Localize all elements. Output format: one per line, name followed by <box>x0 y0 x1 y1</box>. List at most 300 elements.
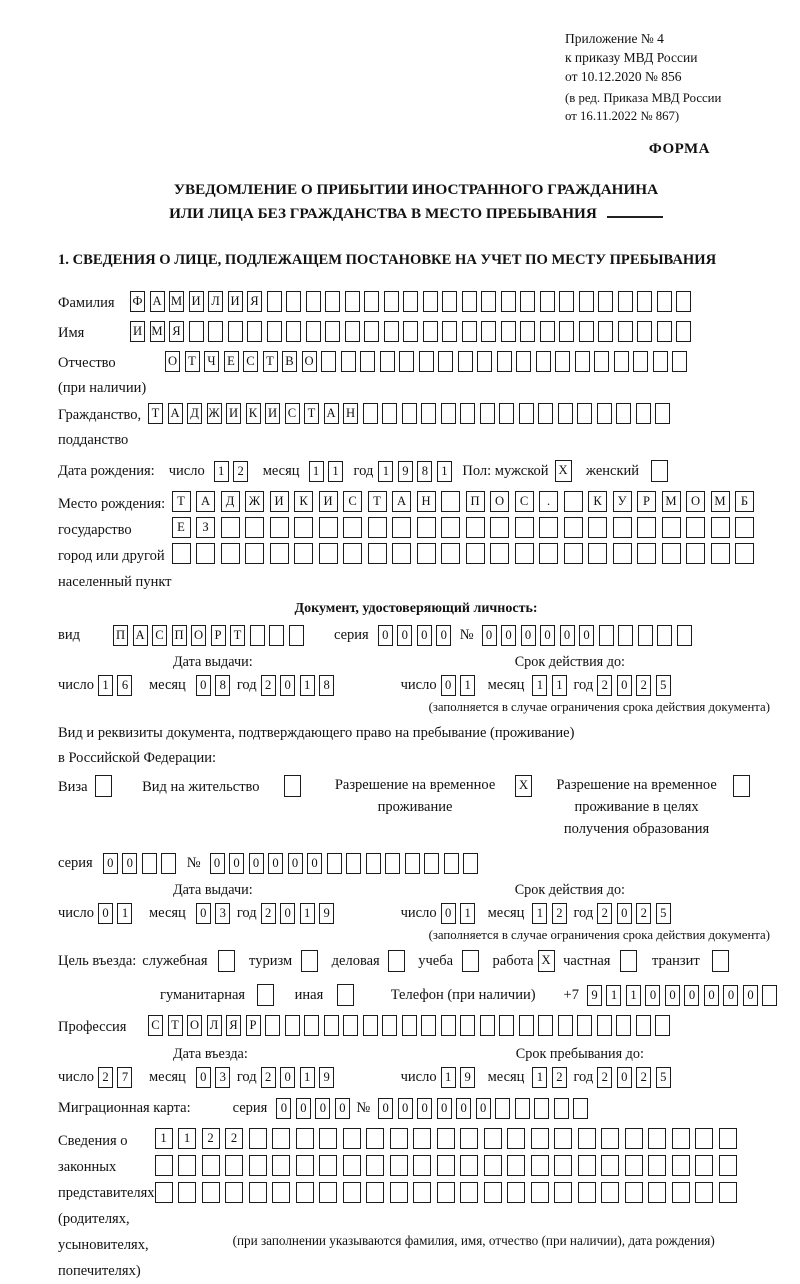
char-cell[interactable] <box>711 543 730 564</box>
char-cell[interactable] <box>421 403 436 424</box>
char-cell[interactable] <box>306 291 321 312</box>
char-cell[interactable] <box>346 853 361 874</box>
char-cell[interactable] <box>325 291 340 312</box>
char-cell[interactable] <box>441 491 460 512</box>
char-cell[interactable]: С <box>515 491 534 512</box>
char-cell[interactable]: 0 <box>456 1098 471 1119</box>
char-cell[interactable]: М <box>662 491 681 512</box>
char-cell[interactable] <box>573 1098 588 1119</box>
char-cell[interactable]: Л <box>208 291 223 312</box>
char-cell[interactable]: 1 <box>309 461 324 482</box>
char-cell[interactable] <box>686 517 705 538</box>
char-cell[interactable] <box>325 321 340 342</box>
char-cell[interactable]: 2 <box>552 903 567 924</box>
char-cell[interactable]: Е <box>224 351 239 372</box>
char-cell[interactable] <box>575 351 590 372</box>
sex-male-checkbox[interactable]: X <box>555 460 572 482</box>
visa-checkbox[interactable] <box>95 775 112 797</box>
char-cell[interactable]: К <box>294 491 313 512</box>
char-cell[interactable] <box>484 1182 502 1203</box>
char-cell[interactable]: С <box>148 1015 163 1036</box>
char-cell[interactable]: А <box>150 291 165 312</box>
char-cell[interactable] <box>417 517 436 538</box>
char-cell[interactable] <box>601 1182 619 1203</box>
char-cell[interactable]: 5 <box>656 675 671 696</box>
char-cell[interactable] <box>618 291 633 312</box>
char-cell[interactable]: С <box>243 351 258 372</box>
char-cell[interactable]: Я <box>226 1015 241 1036</box>
purpose-humanitarian-checkbox[interactable] <box>257 984 274 1006</box>
char-cell[interactable]: Т <box>230 625 245 646</box>
char-cell[interactable] <box>564 543 583 564</box>
char-cell[interactable] <box>289 625 304 646</box>
char-cell[interactable]: 1 <box>532 1067 547 1088</box>
char-cell[interactable] <box>481 291 496 312</box>
char-cell[interactable]: Т <box>185 351 200 372</box>
char-cell[interactable]: 0 <box>268 853 283 874</box>
char-cell[interactable]: 2 <box>636 675 651 696</box>
char-cell[interactable] <box>677 625 692 646</box>
char-cell[interactable] <box>460 1155 478 1176</box>
char-cell[interactable]: 2 <box>233 461 248 482</box>
char-cell[interactable]: Е <box>172 517 191 538</box>
char-cell[interactable] <box>360 351 375 372</box>
char-cell[interactable] <box>366 1182 384 1203</box>
char-cell[interactable] <box>245 543 264 564</box>
char-cell[interactable] <box>536 351 551 372</box>
char-cell[interactable] <box>637 291 652 312</box>
char-cell[interactable] <box>558 403 573 424</box>
char-cell[interactable] <box>484 1128 502 1149</box>
char-cell[interactable]: 1 <box>155 1128 173 1149</box>
char-cell[interactable] <box>539 543 558 564</box>
char-cell[interactable] <box>155 1182 173 1203</box>
char-cell[interactable] <box>554 1128 572 1149</box>
char-cell[interactable] <box>597 403 612 424</box>
char-cell[interactable]: 1 <box>552 675 567 696</box>
char-cell[interactable]: 0 <box>441 675 456 696</box>
char-cell[interactable]: О <box>490 491 509 512</box>
char-cell[interactable]: 2 <box>636 1067 651 1088</box>
char-cell[interactable]: 0 <box>249 853 264 874</box>
char-cell[interactable] <box>534 1098 549 1119</box>
char-cell[interactable] <box>319 1128 337 1149</box>
char-cell[interactable] <box>442 291 457 312</box>
char-cell[interactable] <box>413 1128 431 1149</box>
char-cell[interactable] <box>196 543 215 564</box>
char-cell[interactable] <box>221 517 240 538</box>
char-cell[interactable]: 1 <box>606 985 621 1006</box>
char-cell[interactable]: 0 <box>280 903 295 924</box>
char-cell[interactable] <box>441 543 460 564</box>
purpose-transit-checkbox[interactable] <box>712 950 729 972</box>
char-cell[interactable] <box>519 403 534 424</box>
char-cell[interactable]: И <box>319 491 338 512</box>
char-cell[interactable]: 9 <box>319 1067 334 1088</box>
char-cell[interactable]: 2 <box>597 1067 612 1088</box>
char-cell[interactable] <box>366 853 381 874</box>
char-cell[interactable] <box>672 1155 690 1176</box>
char-cell[interactable]: 1 <box>532 675 547 696</box>
char-cell[interactable]: 0 <box>645 985 660 1006</box>
char-cell[interactable] <box>423 321 438 342</box>
char-cell[interactable] <box>272 1182 290 1203</box>
char-cell[interactable] <box>618 625 633 646</box>
char-cell[interactable]: 0 <box>315 1098 330 1119</box>
char-cell[interactable] <box>304 1015 319 1036</box>
char-cell[interactable] <box>286 321 301 342</box>
char-cell[interactable]: 0 <box>397 625 412 646</box>
char-cell[interactable] <box>267 321 282 342</box>
char-cell[interactable] <box>319 1155 337 1176</box>
char-cell[interactable] <box>341 351 356 372</box>
char-cell[interactable]: 0 <box>579 625 594 646</box>
char-cell[interactable] <box>402 403 417 424</box>
char-cell[interactable] <box>462 321 477 342</box>
char-cell[interactable]: А <box>324 403 339 424</box>
char-cell[interactable] <box>225 1155 243 1176</box>
char-cell[interactable] <box>531 1128 549 1149</box>
char-cell[interactable] <box>711 517 730 538</box>
char-cell[interactable]: Л <box>207 1015 222 1036</box>
char-cell[interactable] <box>507 1128 525 1149</box>
char-cell[interactable] <box>343 1155 361 1176</box>
char-cell[interactable] <box>578 1182 596 1203</box>
char-cell[interactable] <box>638 625 653 646</box>
char-cell[interactable] <box>270 517 289 538</box>
char-cell[interactable] <box>554 1098 569 1119</box>
char-cell[interactable]: А <box>196 491 215 512</box>
char-cell[interactable]: 0 <box>476 1098 491 1119</box>
char-cell[interactable] <box>695 1182 713 1203</box>
char-cell[interactable] <box>460 1015 475 1036</box>
char-cell[interactable] <box>392 517 411 538</box>
char-cell[interactable] <box>497 351 512 372</box>
char-cell[interactable] <box>618 321 633 342</box>
char-cell[interactable]: К <box>588 491 607 512</box>
char-cell[interactable]: Б <box>735 491 754 512</box>
char-cell[interactable]: 0 <box>437 1098 452 1119</box>
char-cell[interactable]: 7 <box>117 1067 132 1088</box>
char-cell[interactable]: 1 <box>437 461 452 482</box>
char-cell[interactable] <box>441 1015 456 1036</box>
char-cell[interactable] <box>321 351 336 372</box>
char-cell[interactable]: И <box>228 291 243 312</box>
char-cell[interactable]: 0 <box>521 625 536 646</box>
char-cell[interactable]: Р <box>637 491 656 512</box>
char-cell[interactable]: 0 <box>684 985 699 1006</box>
char-cell[interactable] <box>613 543 632 564</box>
char-cell[interactable]: В <box>282 351 297 372</box>
char-cell[interactable] <box>672 351 687 372</box>
char-cell[interactable] <box>531 1182 549 1203</box>
char-cell[interactable] <box>405 853 420 874</box>
char-cell[interactable] <box>579 291 594 312</box>
char-cell[interactable] <box>672 1182 690 1203</box>
char-cell[interactable] <box>515 517 534 538</box>
char-cell[interactable]: А <box>392 491 411 512</box>
char-cell[interactable] <box>554 1155 572 1176</box>
char-cell[interactable]: 0 <box>276 1098 291 1119</box>
char-cell[interactable]: 0 <box>307 853 322 874</box>
char-cell[interactable] <box>599 625 614 646</box>
purpose-other-checkbox[interactable] <box>337 984 354 1006</box>
char-cell[interactable]: 2 <box>261 1067 276 1088</box>
char-cell[interactable] <box>366 1155 384 1176</box>
char-cell[interactable] <box>437 1155 455 1176</box>
char-cell[interactable]: 0 <box>196 675 211 696</box>
char-cell[interactable]: П <box>172 625 187 646</box>
char-cell[interactable]: 0 <box>196 903 211 924</box>
char-cell[interactable] <box>267 291 282 312</box>
char-cell[interactable] <box>178 1182 196 1203</box>
char-cell[interactable] <box>555 351 570 372</box>
char-cell[interactable]: О <box>187 1015 202 1036</box>
char-cell[interactable] <box>385 853 400 874</box>
char-cell[interactable]: Д <box>221 491 240 512</box>
char-cell[interactable] <box>495 1098 510 1119</box>
char-cell[interactable]: Т <box>263 351 278 372</box>
char-cell[interactable]: 2 <box>597 675 612 696</box>
char-cell[interactable] <box>343 543 362 564</box>
char-cell[interactable]: 1 <box>441 1067 456 1088</box>
char-cell[interactable] <box>579 321 594 342</box>
char-cell[interactable] <box>438 351 453 372</box>
char-cell[interactable] <box>225 1182 243 1203</box>
char-cell[interactable]: 0 <box>560 625 575 646</box>
char-cell[interactable] <box>202 1182 220 1203</box>
char-cell[interactable] <box>653 351 668 372</box>
char-cell[interactable] <box>672 1128 690 1149</box>
char-cell[interactable] <box>296 1128 314 1149</box>
char-cell[interactable]: 0 <box>98 903 113 924</box>
char-cell[interactable]: Р <box>211 625 226 646</box>
char-cell[interactable] <box>499 403 514 424</box>
char-cell[interactable]: И <box>189 291 204 312</box>
char-cell[interactable] <box>202 1155 220 1176</box>
char-cell[interactable] <box>460 1128 478 1149</box>
char-cell[interactable]: Д <box>187 403 202 424</box>
char-cell[interactable] <box>270 543 289 564</box>
char-cell[interactable] <box>637 543 656 564</box>
char-cell[interactable] <box>460 403 475 424</box>
char-cell[interactable]: 0 <box>482 625 497 646</box>
char-cell[interactable] <box>484 1155 502 1176</box>
char-cell[interactable] <box>285 1015 300 1036</box>
char-cell[interactable] <box>559 291 574 312</box>
char-cell[interactable]: 0 <box>417 625 432 646</box>
char-cell[interactable]: И <box>265 403 280 424</box>
char-cell[interactable] <box>421 1015 436 1036</box>
char-cell[interactable]: Ж <box>245 491 264 512</box>
char-cell[interactable]: И <box>226 403 241 424</box>
purpose-work-checkbox[interactable]: X <box>538 950 555 972</box>
char-cell[interactable] <box>380 351 395 372</box>
char-cell[interactable] <box>417 543 436 564</box>
char-cell[interactable] <box>343 1015 358 1036</box>
char-cell[interactable] <box>578 1155 596 1176</box>
char-cell[interactable]: 0 <box>280 675 295 696</box>
char-cell[interactable]: 1 <box>300 903 315 924</box>
char-cell[interactable]: 5 <box>656 1067 671 1088</box>
char-cell[interactable] <box>364 291 379 312</box>
char-cell[interactable]: 2 <box>98 1067 113 1088</box>
char-cell[interactable]: 0 <box>441 903 456 924</box>
char-cell[interactable]: 2 <box>202 1128 220 1149</box>
char-cell[interactable]: 9 <box>587 985 602 1006</box>
char-cell[interactable] <box>559 321 574 342</box>
char-cell[interactable] <box>444 853 459 874</box>
char-cell[interactable] <box>564 517 583 538</box>
char-cell[interactable]: О <box>191 625 206 646</box>
char-cell[interactable]: 1 <box>300 675 315 696</box>
char-cell[interactable] <box>648 1128 666 1149</box>
char-cell[interactable]: С <box>285 403 300 424</box>
char-cell[interactable] <box>272 1128 290 1149</box>
char-cell[interactable] <box>155 1155 173 1176</box>
char-cell[interactable]: 3 <box>215 903 230 924</box>
char-cell[interactable] <box>598 291 613 312</box>
char-cell[interactable]: . <box>539 491 558 512</box>
char-cell[interactable] <box>402 1015 417 1036</box>
char-cell[interactable] <box>413 1155 431 1176</box>
char-cell[interactable] <box>719 1128 737 1149</box>
char-cell[interactable] <box>520 321 535 342</box>
char-cell[interactable] <box>437 1182 455 1203</box>
char-cell[interactable]: 0 <box>196 1067 211 1088</box>
char-cell[interactable]: Н <box>417 491 436 512</box>
purpose-private-checkbox[interactable] <box>620 950 637 972</box>
char-cell[interactable] <box>363 1015 378 1036</box>
char-cell[interactable]: О <box>302 351 317 372</box>
char-cell[interactable]: У <box>613 491 632 512</box>
char-cell[interactable]: 0 <box>335 1098 350 1119</box>
char-cell[interactable] <box>507 1155 525 1176</box>
char-cell[interactable] <box>662 517 681 538</box>
char-cell[interactable]: 0 <box>704 985 719 1006</box>
char-cell[interactable] <box>324 1015 339 1036</box>
char-cell[interactable] <box>327 853 342 874</box>
char-cell[interactable]: 0 <box>417 1098 432 1119</box>
char-cell[interactable] <box>515 543 534 564</box>
char-cell[interactable] <box>466 543 485 564</box>
char-cell[interactable] <box>442 321 457 342</box>
char-cell[interactable] <box>499 1015 514 1036</box>
sex-female-checkbox[interactable] <box>651 460 668 482</box>
char-cell[interactable]: 8 <box>215 675 230 696</box>
char-cell[interactable]: Т <box>304 403 319 424</box>
char-cell[interactable] <box>577 403 592 424</box>
char-cell[interactable]: 6 <box>117 675 132 696</box>
char-cell[interactable] <box>520 291 535 312</box>
char-cell[interactable] <box>423 291 438 312</box>
char-cell[interactable] <box>382 403 397 424</box>
char-cell[interactable] <box>249 1155 267 1176</box>
char-cell[interactable] <box>501 291 516 312</box>
char-cell[interactable]: З <box>196 517 215 538</box>
char-cell[interactable] <box>554 1182 572 1203</box>
char-cell[interactable] <box>490 543 509 564</box>
char-cell[interactable] <box>319 543 338 564</box>
char-cell[interactable]: Т <box>172 491 191 512</box>
char-cell[interactable] <box>245 517 264 538</box>
char-cell[interactable] <box>142 853 157 874</box>
char-cell[interactable]: 2 <box>261 675 276 696</box>
char-cell[interactable]: 0 <box>617 1067 632 1088</box>
char-cell[interactable] <box>637 517 656 538</box>
char-cell[interactable] <box>382 1015 397 1036</box>
char-cell[interactable] <box>657 291 672 312</box>
char-cell[interactable] <box>531 1155 549 1176</box>
char-cell[interactable]: Я <box>169 321 184 342</box>
char-cell[interactable] <box>762 985 777 1006</box>
char-cell[interactable] <box>208 321 223 342</box>
char-cell[interactable] <box>343 517 362 538</box>
char-cell[interactable] <box>466 517 485 538</box>
char-cell[interactable] <box>540 291 555 312</box>
char-cell[interactable] <box>636 403 651 424</box>
char-cell[interactable] <box>441 403 456 424</box>
char-cell[interactable] <box>516 351 531 372</box>
char-cell[interactable]: К <box>246 403 261 424</box>
char-cell[interactable]: 0 <box>436 625 451 646</box>
char-cell[interactable] <box>390 1155 408 1176</box>
char-cell[interactable] <box>343 1182 361 1203</box>
char-cell[interactable]: 1 <box>98 675 113 696</box>
char-cell[interactable] <box>519 1015 534 1036</box>
char-cell[interactable] <box>221 543 240 564</box>
char-cell[interactable] <box>368 543 387 564</box>
char-cell[interactable] <box>384 291 399 312</box>
char-cell[interactable] <box>319 517 338 538</box>
temp-permit-checkbox[interactable]: X <box>515 775 532 797</box>
char-cell[interactable] <box>538 403 553 424</box>
char-cell[interactable] <box>577 1015 592 1036</box>
char-cell[interactable]: 0 <box>743 985 758 1006</box>
char-cell[interactable] <box>655 1015 670 1036</box>
char-cell[interactable] <box>657 625 672 646</box>
char-cell[interactable]: 0 <box>540 625 555 646</box>
char-cell[interactable] <box>178 1155 196 1176</box>
char-cell[interactable] <box>558 1015 573 1036</box>
char-cell[interactable]: 8 <box>319 675 334 696</box>
char-cell[interactable] <box>296 1182 314 1203</box>
char-cell[interactable] <box>625 1182 643 1203</box>
char-cell[interactable] <box>719 1155 737 1176</box>
char-cell[interactable]: 0 <box>665 985 680 1006</box>
char-cell[interactable] <box>477 351 492 372</box>
purpose-tourism-checkbox[interactable] <box>301 950 318 972</box>
char-cell[interactable] <box>413 1182 431 1203</box>
char-cell[interactable]: О <box>165 351 180 372</box>
char-cell[interactable]: 0 <box>723 985 738 1006</box>
char-cell[interactable] <box>616 1015 631 1036</box>
char-cell[interactable] <box>437 1128 455 1149</box>
char-cell[interactable]: И <box>270 491 289 512</box>
char-cell[interactable]: А <box>133 625 148 646</box>
char-cell[interactable] <box>636 1015 651 1036</box>
char-cell[interactable] <box>249 1182 267 1203</box>
char-cell[interactable] <box>390 1182 408 1203</box>
char-cell[interactable]: О <box>686 491 705 512</box>
char-cell[interactable] <box>686 543 705 564</box>
char-cell[interactable] <box>588 517 607 538</box>
char-cell[interactable] <box>613 517 632 538</box>
char-cell[interactable]: Н <box>343 403 358 424</box>
char-cell[interactable] <box>507 1182 525 1203</box>
char-cell[interactable]: 2 <box>261 903 276 924</box>
char-cell[interactable] <box>424 853 439 874</box>
